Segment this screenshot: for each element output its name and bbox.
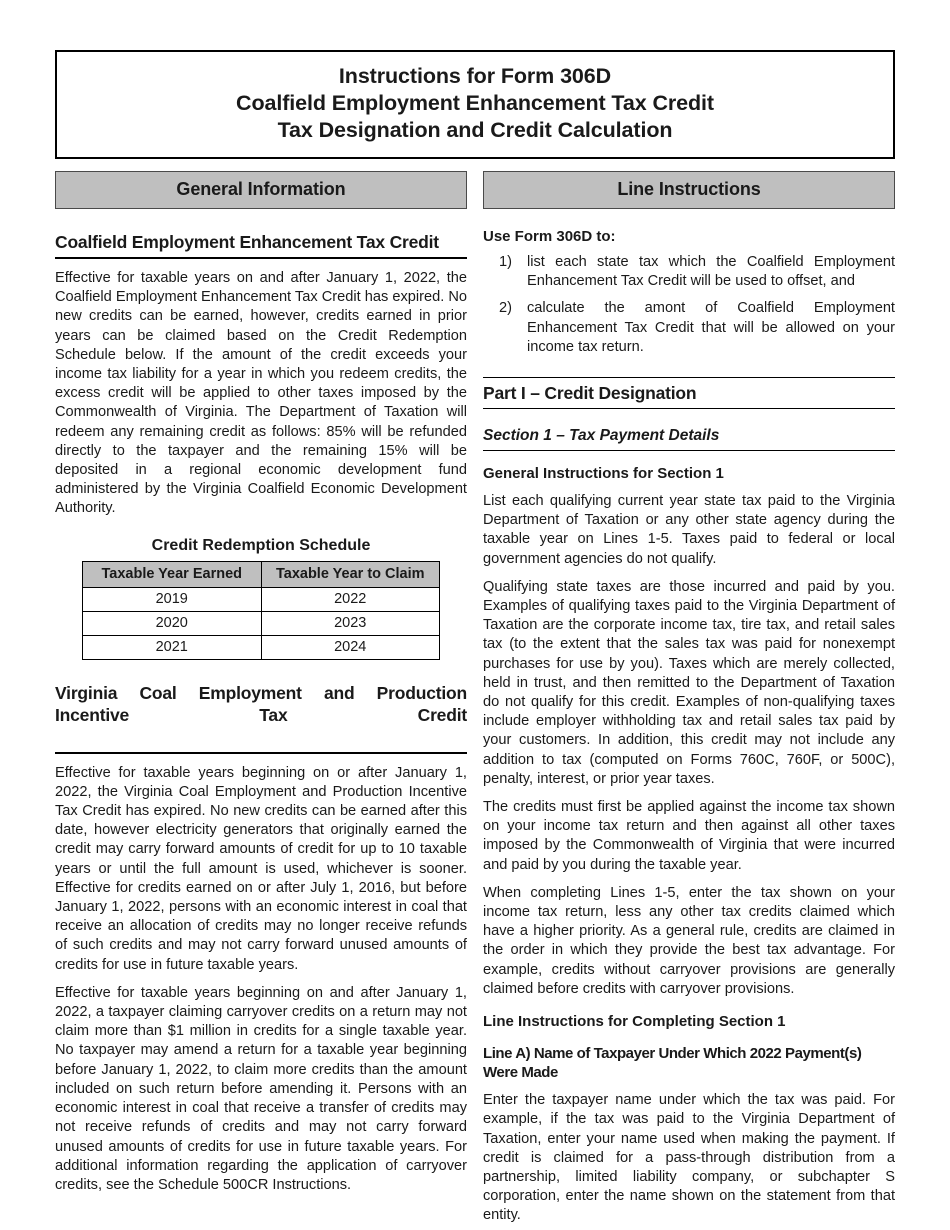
list-marker: 1) — [499, 254, 512, 270]
two-column-body — [55, 171, 895, 1226]
table-row — [83, 635, 440, 659]
credit-redemption-schedule-title: Credit Redemption Schedule — [151, 536, 371, 554]
title-line-3: Tax Designation and Credit Calculation — [277, 118, 673, 142]
list-item — [483, 253, 895, 291]
heading-line-instructions-section-1: Line Instructions for Completing Section 1 — [483, 1013, 786, 1031]
heading-line-a-name-of-taxpayer: Line A) Name of Taxpayer Under Which 2022 Payment(s) Were Made — [483, 1045, 862, 1082]
use-form-306d-list — [483, 253, 895, 357]
use-form-306d-label: Use Form 306D to: — [483, 228, 616, 245]
title-line-2: Coalfield Employment Enhancement Tax Credit — [236, 91, 714, 115]
cell-year-earned: 2020 — [83, 611, 262, 635]
paragraph-credit-application-order: The credits must first be applied against the income tax shown on your income tax return and then against all other taxes imposed by the Commonwealth of Virginia that were incurred and paid by you during the taxable year. — [483, 799, 895, 873]
table-row — [83, 587, 440, 611]
cell-year-to-claim: 2024 — [261, 635, 440, 659]
table-row — [83, 611, 440, 635]
title-line-1: Instructions for Form 306D — [338, 64, 612, 88]
left-column — [55, 171, 467, 1226]
heading-virginia-coal-employment-production-incentive-tax-credit: Virginia Coal Employment and Production Incentive Tax Credit — [55, 682, 467, 754]
list-item-text: list each state tax which the Coalfield Employment Enhancement Tax Credit will be used to offset, and — [527, 254, 895, 290]
cell-year-to-claim: 2022 — [261, 587, 440, 611]
paragraph-line-a-instructions: Enter the taxpayer name under which the tax was paid. For example, if the tax was paid to the Virginia Department of Taxation, enter your name used when making the payment. If credit is claimed for a pass-through distribution from a partnership, limited liability company, or subchapter S corporation, enter the name shown on the statement from that entity. — [483, 1092, 895, 1224]
cell-year-earned: 2019 — [83, 587, 262, 611]
list-item-text: calculate the amont of Coalfield Employment Enhancement Tax Credit that will be allowed on your income tax return. — [527, 300, 895, 355]
list-marker: 2) — [499, 300, 512, 317]
paragraph-qualifying-state-taxes: Qualifying state taxes are those incurred and paid by you. Examples of qualifying taxes paid to the Virginia Department of Taxation are the corporate income tax, tire tax, and retail sales tax (to the extent that the sales tax was paid for nonexempt purchases for use by you). Taxes which are merely collected, held in trust, and then remitted to the Department of Taxation do not qualify for this credit. Examples of non-qualifying taxes include employer withholding tax and retail sales tax paid by your customers. In addition, this credit may not include any addition to tax (computed on Forms 760C, 760F, or 500C), penalty, interest, or prior year taxes. — [483, 578, 895, 787]
heading-coalfield-employment-enhancement-tax-credit: Coalfield Employment Enhancement Tax Credit — [55, 231, 467, 259]
general-information-header: General Information — [55, 171, 467, 209]
column-header-taxable-year-earned: Taxable Year Earned — [83, 561, 262, 587]
document-page — [55, 50, 895, 1226]
document-title-box — [55, 50, 895, 159]
heading-part-1-credit-designation: Part I – Credit Designation — [483, 377, 895, 409]
paragraph-coalfield-credit-expiration: Effective for taxable years on and after January 1, 2022, the Coalfield Employment Enhancement Tax Credit has expired. No new credits can be earned, however, credits earned in prior years can be claimed based on the Credit Redemption Schedule below. If the amount of the credit exceeds your income tax liability for a year in which you redeem credits, the excess credit will be applied to other taxes imposed by the Commonwealth of Virginia. The Department of Taxation will redeem any remaining credit as follows: 85% will be refunded directly to the taxpayer and the remaining 15% will be deposited in a regional economic development fund administered by the Virginia Coalfield Economic Development Authority. — [55, 270, 467, 517]
list-item — [483, 299, 895, 357]
credit-redemption-schedule-table — [82, 561, 440, 660]
column-header-taxable-year-to-claim: Taxable Year to Claim — [261, 561, 440, 587]
line-instructions-header: Line Instructions — [483, 171, 895, 209]
paragraph-coal-incentive-expiration: Effective for taxable years beginning on or after January 1, 2022, the Virginia Coal Employment and Production Incentive Tax Credit has expired. No new credits can be earned after this date, however electricity generators that originally earned the credit may carry forward amounts of credit for up to 10 taxable years or until the full amount is used, whichever is sooner. Effective for credits earned on or after July 1, 2016, but before January 1, 2022, persons with an economic interest in coal that receive an allocation of credits may no longer receive refunds of such credits and may not carry forward unused amounts of credits for use in future taxable years. — [55, 764, 467, 973]
cell-year-earned: 2021 — [83, 635, 262, 659]
paragraph-completing-lines-1-5: When completing Lines 1-5, enter the tax shown on your income tax return, less any other tax credits claimed which have a higher priority. As a general rule, credits are claimed in the order in which they provide the best tax advantage. For example, credits without carryover provisions are generally claimed before credits with carryover provisions. — [483, 884, 895, 997]
table-header-row — [83, 561, 440, 587]
right-column — [483, 171, 895, 1226]
paragraph-list-qualifying-taxes: List each qualifying current year state tax paid to the Virginia Department of Taxation or any other state agency during the taxable year on Lines 1-5. Taxes paid to federal or local government agencies do not qualify. — [483, 493, 895, 567]
heading-general-instructions-section-1: General Instructions for Section 1 — [483, 465, 724, 483]
cell-year-to-claim: 2023 — [261, 611, 440, 635]
paragraph-carryover-credit-limits: Effective for taxable years beginning on and after January 1, 2022, a taxpayer claiming carryover credits on a return may not claim more than $1 million in credits for a single taxable year. No taxpayer may amend a return for a taxable year beginning before January 1, 2022, to claim more credits than the amount included on such return before amending it. Persons with an economic interest in coal that receive a transfer of credits may not receive refunds of credits and may not carry forward unused amounts of credits for use in future taxable years. For additional information regarding the application of carryover credits, see the Schedule 500CR Instructions. — [55, 984, 467, 1193]
heading-section-1-tax-payment-details: Section 1 – Tax Payment Details — [483, 423, 895, 451]
